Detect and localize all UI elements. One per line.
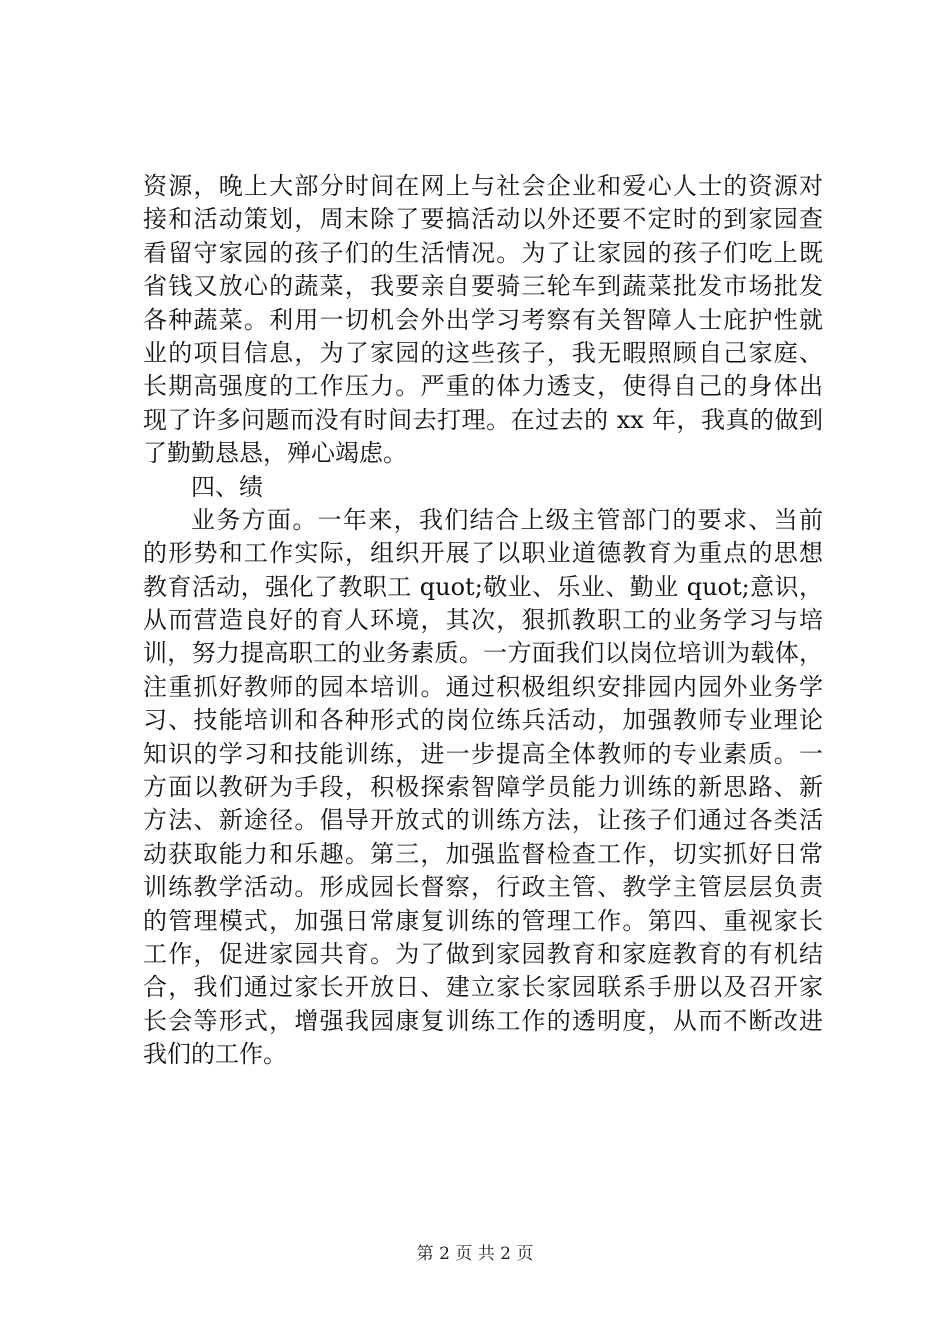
- page-footer: 第 2 页 共 2 页: [416, 1244, 534, 1264]
- text-line: 接和活动策划，周末除了要搞活动以外还要不定时的到家园查: [143, 205, 823, 234]
- text-line: 习、技能培训和各种形式的岗位练兵活动，加强教师专业理论: [143, 706, 823, 735]
- text-line: 各种蔬菜。利用一切机会外出学习考察有关智障人士庇护性就: [143, 305, 823, 334]
- text-line: 现了许多问题而没有时间去打理。在过去的 xx 年，我真的做到: [143, 405, 823, 434]
- text-line: 知识的学习和技能训练，进一步提高全体教师的专业素质。一: [143, 739, 823, 768]
- text-line: 合，我们通过家长开放日、建立家长家园联系手册以及召开家: [143, 973, 823, 1002]
- text-line: 的形势和工作实际，组织开展了以职业道德教育为重点的思想: [143, 539, 823, 568]
- text-line: 注重抓好教师的园本培训。通过积极组织安排园内园外业务学: [143, 672, 823, 701]
- text-line: 训，努力提高职工的业务素质。一方面我们以岗位培训为载体，: [143, 639, 823, 668]
- text-line: 长会等形式，增强我园康复训练工作的透明度，从而不断改进: [143, 1006, 823, 1035]
- text-line: 的管理模式，加强日常康复训练的管理工作。第四、重视家长: [143, 906, 823, 935]
- text-line: 了勤勤恳恳，殚心竭虑。: [143, 439, 407, 468]
- text-line: 动获取能力和乐趣。第三，加强监督检查工作，切实抓好日常: [143, 839, 823, 868]
- text-line: 看留守家园的孩子们的生活情况。为了让家园的孩子们吃上既: [143, 238, 823, 267]
- text-line: 训练教学活动。形成园长督察，行政主管、教学主管层层负责: [143, 873, 823, 902]
- text-line: 从而营造良好的育人环境，其次，狠抓教职工的业务学习与培: [143, 606, 823, 635]
- text-line: 长期高强度的工作压力。严重的体力透支，使得自己的身体出: [143, 372, 823, 401]
- text-line: 工作，促进家园共育。为了做到家园教育和家庭教育的有机结: [143, 939, 823, 968]
- text-line: 我们的工作。: [143, 1040, 287, 1069]
- text-line: 业的项目信息，为了家园的这些孩子，我无暇照顾自己家庭、: [143, 338, 823, 367]
- text-line: 方法、新途径。倡导开放式的训练方法，让孩子们通过各类活: [143, 806, 823, 835]
- text-line: 教育活动，强化了教职工 quot;敬业、乐业、勤业 quot;意识，: [143, 572, 823, 601]
- text-line: 方面以教研为手段，积极探索智障学员能力训练的新思路、新: [143, 773, 823, 802]
- text-line: 省钱又放心的蔬菜，我要亲自要骑三轮车到蔬菜批发市场批发: [143, 272, 823, 301]
- body-text: [143, 170, 823, 1072]
- text-line: 资源，晚上大部分时间在网上与社会企业和爱心人士的资源对: [143, 172, 823, 200]
- section-heading: 四、绩: [191, 472, 263, 501]
- text-line: 业务方面。一年来，我们结合上级主管部门的要求、当前: [191, 505, 823, 534]
